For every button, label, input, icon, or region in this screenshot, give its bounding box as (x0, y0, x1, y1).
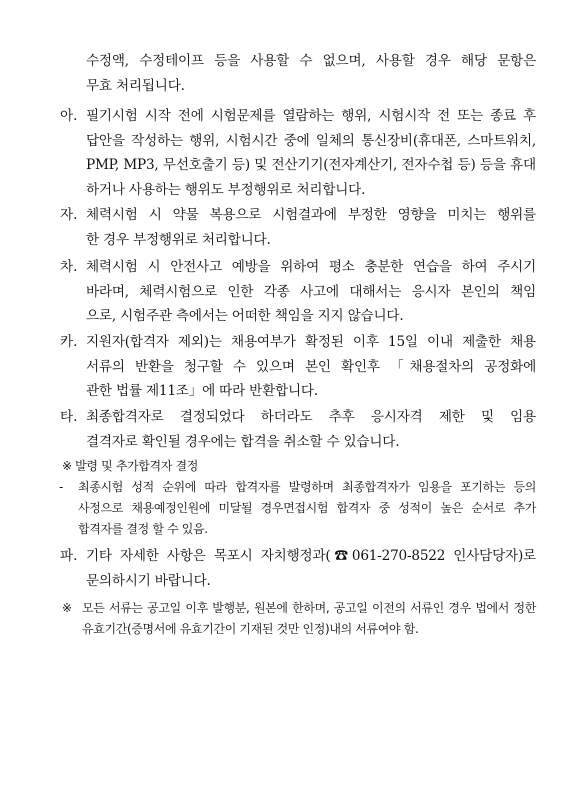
appointment-note-title: ※ 발령 및 추가합격자 결정 (62, 459, 198, 473)
item-ja (60, 203, 536, 252)
item-line: 최종합격자로 결정되었다 하더라도 추후 응시자격 제한 및 임용 (86, 409, 536, 425)
item-line: 으로, 시험주관 측에서는 어떠한 책임을 지지 않습니다. (86, 308, 404, 325)
item-line: PMP, MP3, 무선호출기 등) 및 전산기기(전자계산기, 전자수첩 등) 등을 휴대 (86, 157, 536, 174)
item-line: 한 경우 부정행위로 처리합니다. (86, 231, 271, 248)
item-line: 관한 법률 제11조」에 따라 반환합니다. (86, 383, 318, 400)
documents-note-line: 모든 서류는 공고일 이후 발행분, 원본에 한하며, 공고일 이전의 서류인 경우 법에서 정한 (82, 601, 536, 615)
item-label: 카. (60, 334, 78, 350)
appointment-note-bullet: - (59, 480, 64, 494)
item-line: 하거나 사용하는 행위도 부정행위로 처리합니다. (86, 181, 366, 198)
documents-note-symbol: ※ (62, 601, 73, 615)
item-line: 체력시험 시 안전사고 예방을 위하여 평소 충분한 연습을 하여 주시기 (86, 259, 536, 275)
intro-line-2: 무효 처리됩니다. (86, 77, 185, 94)
appointment-note-line: 합격자를 결정 할 수 있음. (78, 522, 208, 536)
item-line: 바라며, 체력시험으로 인한 각종 사고에 대해서는 응시자 본인의 책임 (86, 283, 536, 300)
item-a (60, 104, 536, 202)
appointment-note-body (59, 477, 536, 540)
intro-line-1: 수정액, 수정테이프 등을 사용할 수 없으며, 사용할 경우 해당 문항은 (86, 53, 536, 69)
item-label: 차. (60, 259, 78, 275)
documents-note (62, 598, 536, 640)
item-line: 지원자(합격자 제외)는 채용여부가 확정된 이후 15일 이내 제출한 채용 (86, 334, 536, 350)
item-line: 필기시험 시작 전에 시험문제를 열람하는 행위, 시험시작 전 또는 종료 후 (86, 108, 536, 124)
intro-paragraph (60, 49, 536, 98)
item-line: 문의하시기 바랍니다. (86, 572, 211, 589)
item-label: 파. (60, 548, 78, 564)
appointment-note (59, 456, 536, 540)
item-line: 결격자로 확인될 경우에는 합격을 취소할 수 있습니다. (86, 433, 400, 450)
appointment-note-line: 사정으로 채용예정인원에 미달될 경우면접시험 합격자 중 성적이 높은 순서로 추가 (78, 501, 536, 515)
item-label: 아. (60, 108, 78, 124)
item-label: 자. (60, 207, 78, 223)
item-line: 체력시험 시 약물 복용으로 시험결과에 부정한 영향을 미치는 행위를 (86, 207, 536, 223)
item-label: 타. (60, 409, 78, 425)
item-pa (60, 544, 536, 593)
item-line: 기타 자세한 사항은 목포시 자치행정과(☎061-270-8522 인사담당자)로 (86, 548, 536, 564)
item-line: 답안을 작성하는 행위, 시험시간 중에 일체의 통신장비(휴대폰, 스마트워치, (86, 132, 536, 149)
item-ta (60, 405, 536, 454)
item-cha (60, 255, 536, 329)
item-line: 서류의 반환을 청구할 수 있으며 본인 확인후 「채용절차의 공정화에 (86, 358, 536, 375)
appointment-note-line: 최종시험 성적 순위에 따라 합격자를 발령하며 최종합격자가 임용을 포기하는 등의 (78, 480, 536, 494)
item-ka (60, 330, 536, 404)
documents-note-line: 유효기간(증명서에 유효기간이 기재된 것만 인정)내의 서류여야 함. (82, 622, 419, 636)
